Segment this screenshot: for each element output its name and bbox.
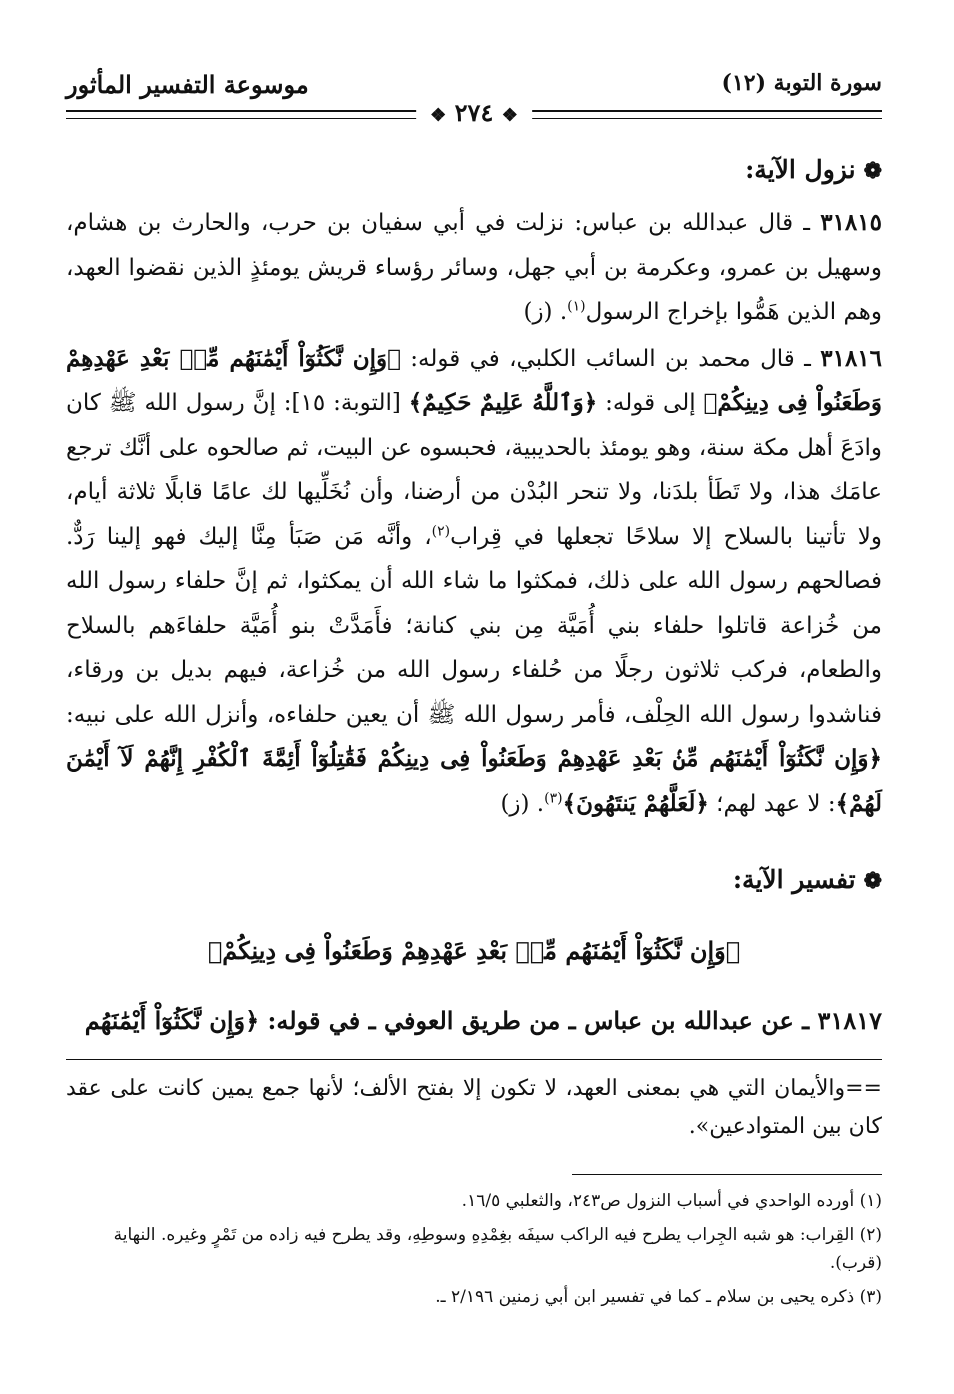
footnote-separator	[66, 1059, 882, 1060]
heading-text: تفسير الآية:	[732, 865, 856, 894]
narration-text: ، وأنَّه مَن صَبَأ مِنَّا إليك فهو إلينا رَدٌّ. فصالحهم رسول الله على ذلك، فمكثوا ما شاء الله أن يمكثوا، ثم إنَّ حلفاء رسول الله من خُزاعة قاتلوا حلفاء بني أُمَيَّة مِن بني كنانة؛ فأَمَدَّتْ بنو أُمَيَّة حلفاءَهم بالسلاح والطعام، فركب ثلاثون رجلًا من حُلفاء رسول الله من خُزاعة، فيهم بديل بن ورقاء، فناشدوا رسول الله الحِلْف، فأمر رسول الله ﷺ أن يعين حلفاءه، وأنزل الله على نبيه:	[66, 523, 882, 728]
quran-quote: ﴿لَعَلَّهُمْ يَنتَهُونَ﴾	[562, 789, 709, 817]
narration-text: ـ قال محمد بن السائب الكلبي، في قوله:	[400, 345, 821, 372]
narration-text: ـ عن عبدالله بن عباس ـ من طريق العوفي ـ في قوله:	[259, 1006, 818, 1035]
narration-text: إلى قوله:	[597, 390, 704, 416]
ornament-icon: ❖	[430, 105, 447, 126]
footnote-rule	[572, 1174, 882, 1175]
quran-quote: ﴿وَٱللَّهُ عَلِيمٌ حَكِيمٌ﴾	[408, 389, 598, 416]
narration-31817	[66, 999, 882, 1043]
page-number-block	[416, 98, 532, 127]
section-heading-tafsir	[66, 860, 882, 901]
quran-quote: ﴿وَإِن نَّكَثُوٓاْ أَيْمَٰنَهُم مِّنۢ بَعْدِ عَهْدِهِمْ وَطَعَنُواْ فِى دِينِكُمْ﴾	[66, 344, 883, 416]
ornament-icon: ❖	[501, 105, 518, 126]
flower-ornament-icon: ❁	[863, 158, 882, 184]
quran-quote: ﴿وَإِن نَّكَثُوٓاْ أَيْمَٰنَهُم مِّنۢ بَعْدِ عَهْدِهِمْ وَطَعَنُواْ فِى دِينِكُمْ فَقَٰتِلُوٓاْ أَئِمَّةَ ٱلْكُفْرِ إِنَّهُمْ لَآ أَيْمَٰنَ لَهُمْ﴾	[66, 745, 882, 817]
narration-number: ٣١٨١٦	[820, 344, 883, 372]
narration-number: ٣١٨١٥	[820, 209, 882, 236]
footnote-1: (١) أورده الواحدي في أسباب النزول ص٢٤٣، والثعلبي ١٦/٥.	[461, 1191, 882, 1211]
footnote-ref[interactable]: (١)	[567, 298, 586, 315]
narration-number: ٣١٨١٧	[817, 1006, 882, 1035]
footnote-2: (٢) القِراب: هو شبه الجِراب يطرح فيه الراكب سيفَه بغِمْدِهِ وسوطِهِ، وقد يطرح فيه زاده من تَمْرٍ وغيره. النهاية (قرب).	[113, 1225, 882, 1273]
footnote-continuation: ==والأيمان التي هي بمعنى العهد، لا تكون إلا بفتح الألف؛ لأنها جمع يمين كانت على عقد كان بين المتوادعين».	[66, 1076, 882, 1139]
quran-quote: ﴿وَإِن نَّكَثُوٓاْ أَيْمَٰنَهُم	[84, 1006, 260, 1035]
heading-text: نزول الآية:	[745, 155, 856, 184]
footnote-ref[interactable]: (٢)	[431, 522, 451, 539]
narration-tail: . (ز)	[523, 299, 568, 325]
footnote-ref[interactable]: (٣)	[544, 789, 563, 806]
book-title: موسوعة التفسير المأثور	[66, 70, 309, 99]
narration-text: : لا عهد لهم؛	[708, 790, 836, 817]
ayah-quote: ﴿وَإِن نَّكَثُوٓاْ أَيْمَٰنَهُم مِّنۢ بَعْدِ عَهْدِهِمْ وَطَعَنُواْ فِى دِينِكُمْ﴾	[207, 936, 741, 965]
narration-text: [التوبة: ١٥]: إنَّ رسول الله ﷺ كان وادَعَ أهل مكة سنة، وهو يومئذ بالحديبية، فحبسوه عن البيت، ثم صالحوه على أنَّك ترجع عامَك هذا، ولا تَطَأ بلدَنا، ولا تنحر البُدْن من أرضنا، وأن نُخَلِّيها لك عامًا قابلًا ثلاثة أيام، ولا تأتينا بالسلاح إلا سلاحًا تجعلها في قِراب	[66, 390, 882, 550]
narration-31816	[66, 337, 882, 827]
footnote-3: (٣) ذكره يحيى بن سلام ـ كما في تفسير ابن أبي زمنين ٢/١٩٦ ـ.	[435, 1287, 882, 1307]
surah-title: سورة التوبة (١٢)	[721, 70, 882, 96]
narration-31815	[66, 201, 882, 335]
section-heading-revelation	[66, 150, 882, 191]
book-page	[66, 58, 882, 1317]
page-number: ٢٧٤	[454, 98, 494, 127]
narration-text: ـ قال عبدالله بن عباس: نزلت في أبي سفيان بن حرب، والحارث بن هشام، وسهيل بن عمرو، وعكرمة بن أبي جهل، وسائر رؤساء قريش يومئذٍ الذين نقضوا العهد، وهم الذين هَمُّوا بإخراج الرسول	[66, 210, 882, 325]
flower-ornament-icon: ❁	[863, 868, 882, 894]
narration-tail: . (ز)	[500, 790, 545, 817]
page-header	[66, 58, 882, 128]
